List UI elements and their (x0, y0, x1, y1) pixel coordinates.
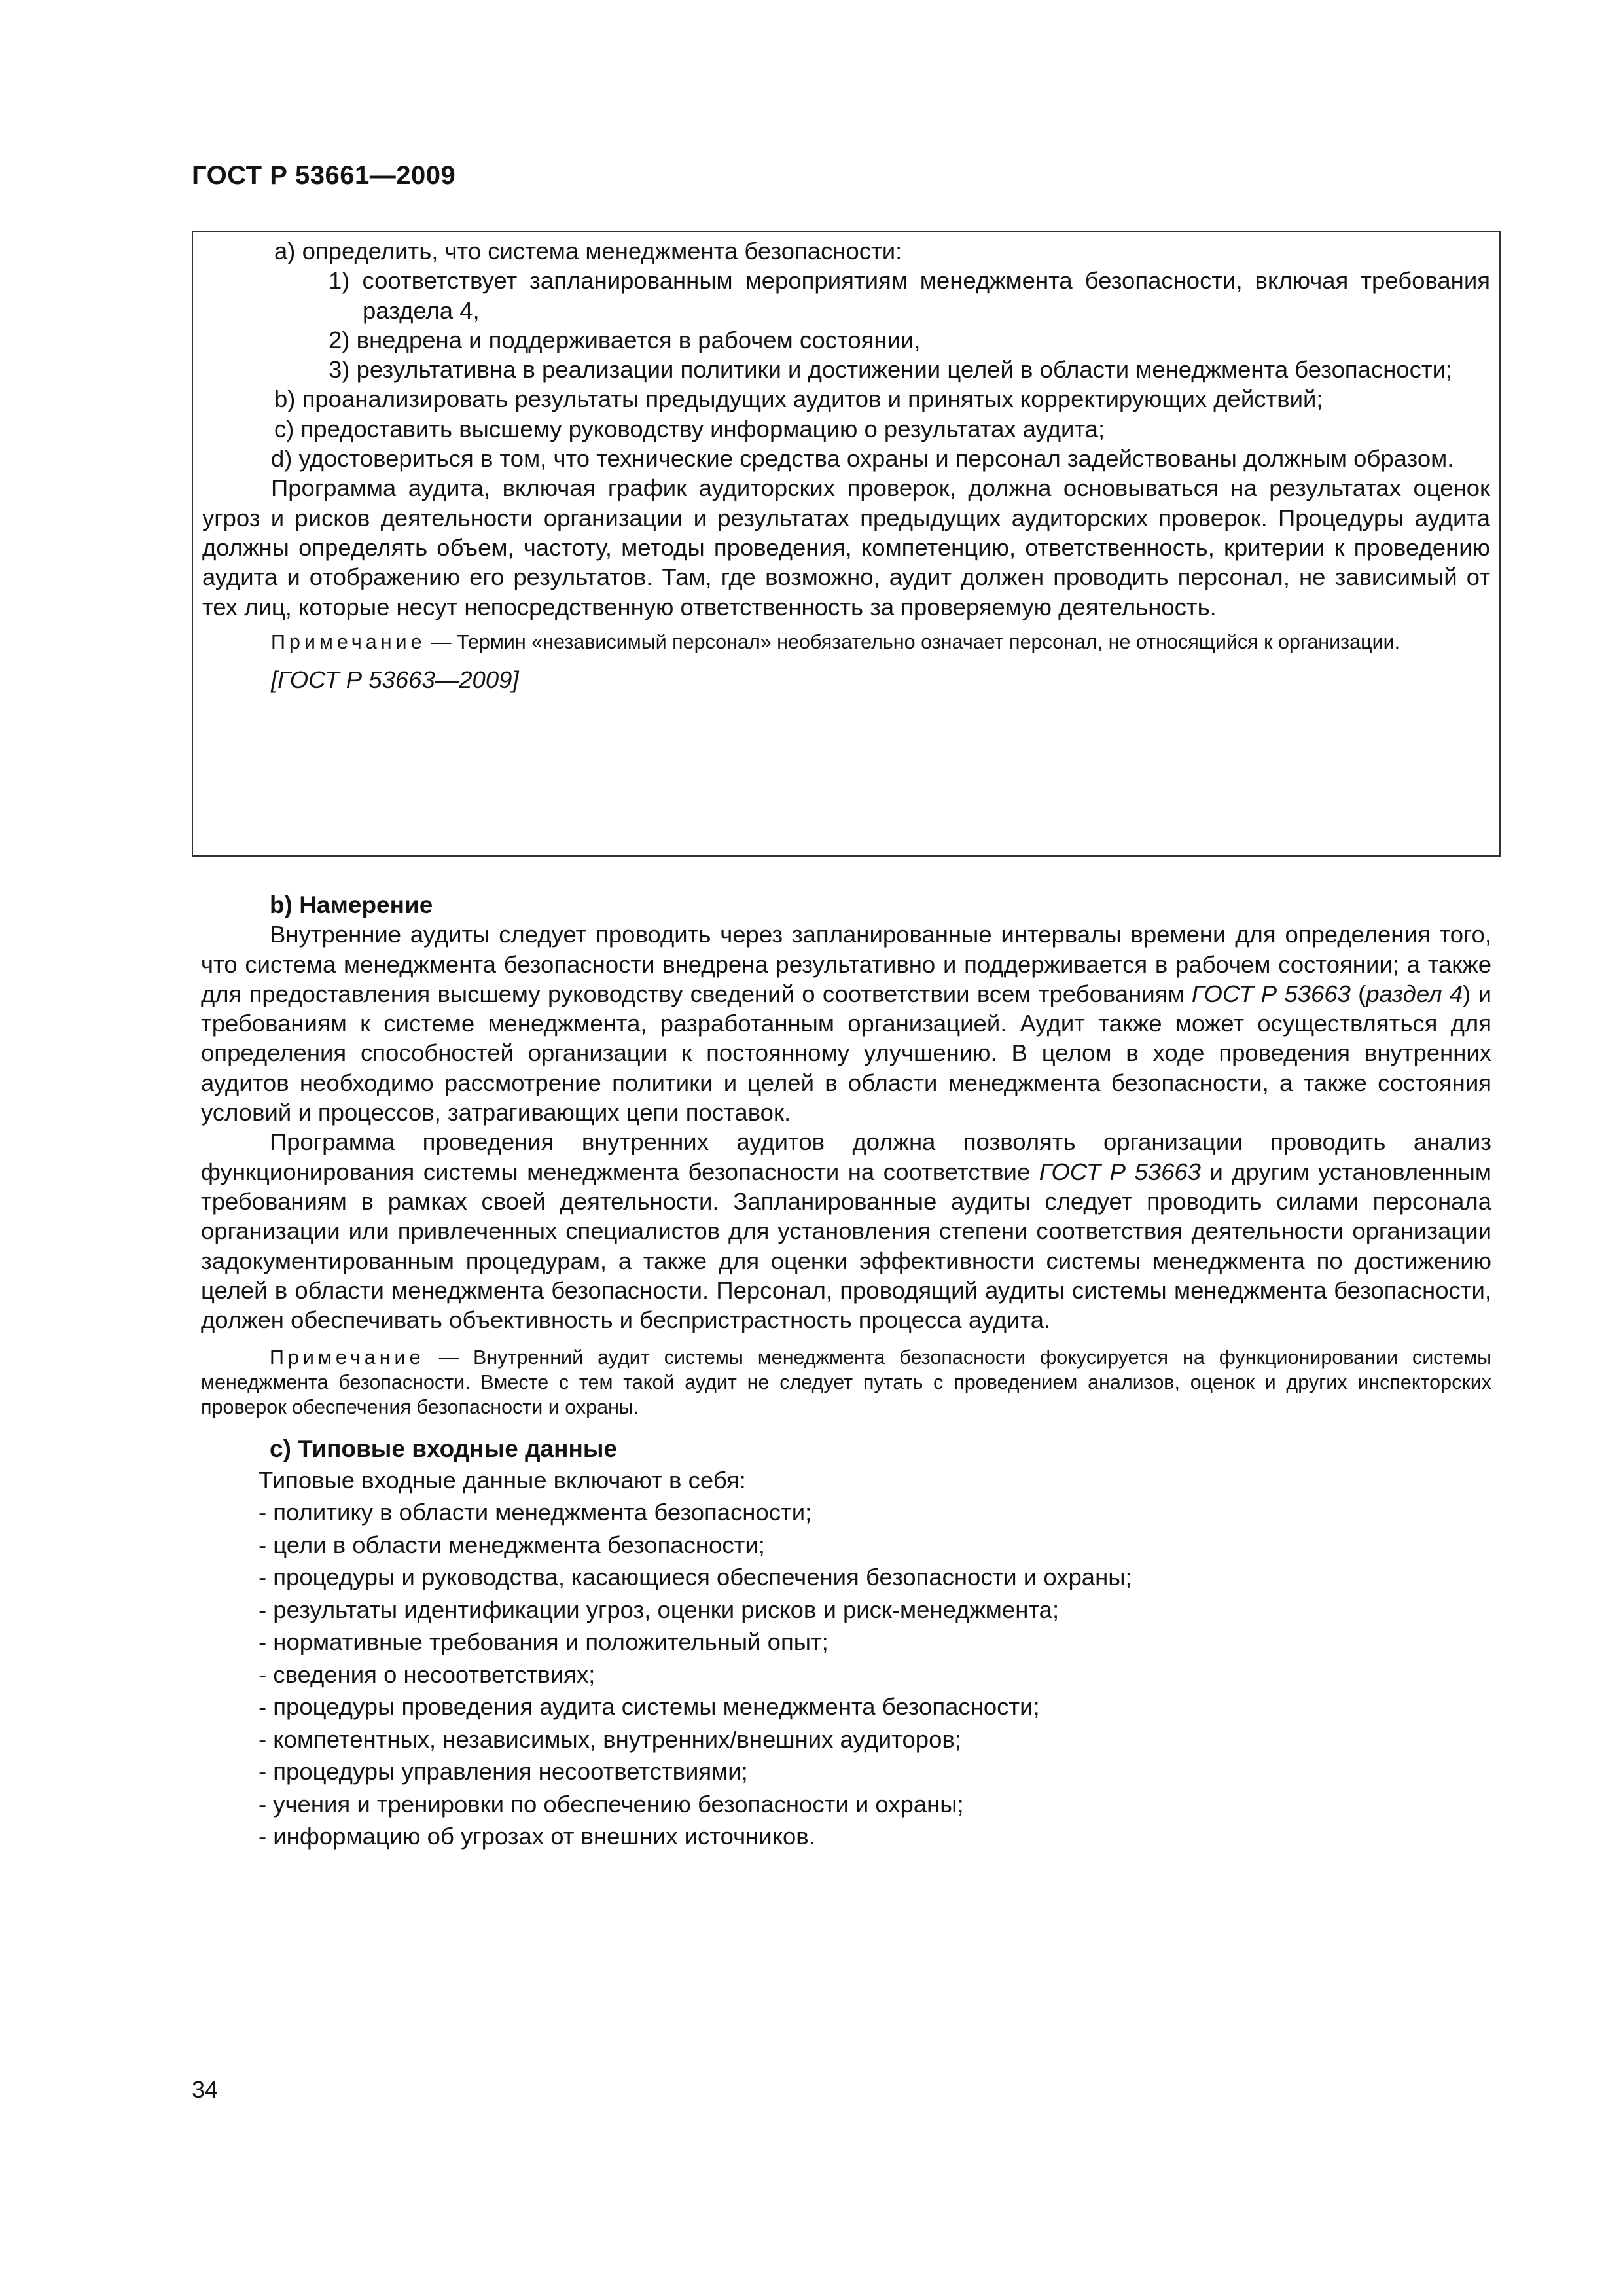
list-item: - информацию об угрозах от внешних источников. (259, 1823, 815, 1850)
section-b-paragraph-2 (201, 1127, 1491, 1335)
section-c-intro: Типовые входные данные включают в себя: (259, 1466, 746, 1494)
list-item: - учения и тренировки по обеспечению безопасности и охраны; (259, 1790, 964, 1818)
list-item: - политику в области менеджмента безопасности; (259, 1499, 812, 1526)
document-code-header: ГОСТ Р 53661—2009 (192, 161, 456, 190)
section-b-p2-text: и другим установленным требованиям в рамках своей деятельности. Запланированные аудиты следует проводить силами персонала организации или привлеченных специалистов для установления степени соответствия деятельности организации задокументированным процедурам, а также для оценки эффективности системы менеджмента по достижению целей в области менеджмента безопасности. Персонал, проводящий аудиты системы менеджмента безопасности, должен обеспечивать объективность и беспристрастность процесса аудита. (201, 1158, 1491, 1334)
section-b-note-text: — Внутренний аудит системы менеджмента безопасности фокусируется на функционировании системы менеджмента безопасности. Вместе с тем такой аудит не следует путать с проведением анализов, оценок и других инспекторских проверок обеспечения безопасности и охраны. (201, 1346, 1491, 1419)
box-item-a1: 1) соответствует запланированным мероприятиям менеджмента безопасности, включая требования раздела 4, (329, 267, 1490, 324)
section-b-heading: b) Намерение (270, 891, 433, 918)
box-item-c: c) предоставить высшему руководству информацию о результатах аудита; (274, 415, 1105, 442)
box-note-label: Примечание (271, 630, 426, 653)
list-item: - результаты идентификации угроз, оценки рисков и риск-менеджмента; (259, 1596, 1060, 1623)
list-item: - компетентных, независимых, внутренних/внешних аудиторов; (259, 1725, 961, 1753)
list-item: - процедуры проведения аудита системы менеджмента безопасности; (259, 1693, 1040, 1721)
box-note (202, 630, 1490, 655)
box-item-b: b) проанализировать результаты предыдущих аудитов и принятых корректирующих действий; (274, 386, 1323, 413)
quoted-requirements-box (192, 231, 1501, 857)
list-item: - сведения о несоответствиях; (259, 1660, 596, 1688)
list-item: - процедуры и руководства, касающиеся обеспечения безопасности и охраны; (259, 1564, 1132, 1591)
section-c-heading: c) Типовые входные данные (270, 1435, 618, 1463)
section-b-note (201, 1345, 1491, 1420)
list-item: - нормативные требования и положительный опыт; (259, 1628, 829, 1656)
box-item-a2: 2) внедрена и поддерживается в рабочем состоянии, (329, 326, 921, 353)
standard-reference: ГОСТ Р 53663 (1039, 1158, 1201, 1185)
page-number: 34 (192, 2076, 219, 2103)
section-b-paragraph-1 (201, 920, 1491, 1127)
standard-reference: ГОСТ Р 53663 (1191, 980, 1351, 1007)
section-b-note-label: Примечание (270, 1346, 425, 1369)
box-note-text: — Термин «независимый персонал» необязательно означает персонал, не относящийся к организации. (425, 630, 1400, 653)
list-item: - процедуры управления несоответствиями; (259, 1758, 748, 1785)
box-reference: [ГОСТ Р 53663—2009] (271, 666, 519, 693)
section-b-p1-text: Внутренние аудиты следует проводить через запланированные интервалы времени для определения того, что система менеджмента безопасности внедрена результативно и поддерживается в рабочем состоянии; а также для предоставления высшему руководству сведений о соответствии всем требованиям (201, 921, 1491, 1007)
section-reference: раздел 4 (1366, 980, 1463, 1007)
box-audit-program-paragraph: Программа аудита, включая график аудиторских проверок, должна основываться на результатах оценок угроз и рисков деятельности организации и результатах предыдущих аудиторских проверок. Процедуры аудита должны определять объем, частоту, методы проведения, компетенцию, ответственность, критерии к проведению аудита и отображению его результатов. Там, где возможно, аудит должен проводить персонал, не зависимый от тех лиц, которые несут непосредственную ответственность за проверяемую деятельность. (202, 475, 1490, 620)
main-content (201, 890, 1491, 1853)
list-item: - цели в области менеджмента безопасности; (259, 1531, 765, 1558)
box-item-a: a) определить, что система менеджмента безопасности: (274, 238, 902, 264)
section-b-p1-text: ) и требованиям к системе менеджмента, разработанным организацией. Аудит также может осуществляться для определения способностей организации к постоянному улучшению. В целом в ходе проведения внутренних аудитов необходимо рассмотрение политики и целей в области менеджмента безопасности, а также состояния условий и процессов, затрагивающих цепи поставок. (201, 980, 1491, 1126)
box-item-a3: 3) результативна в реализации политики и достижении целей в области менеджмента безопасности; (329, 356, 1453, 384)
box-item-d: d) удостовериться в том, что технические средства охраны и персонал задействованы должным образом. (271, 445, 1454, 473)
section-b-p2-text: Программа проведения внутренних аудитов должна позволять организации проводить анализ функционирования системы менеджмента безопасности на соответствие (201, 1128, 1491, 1185)
section-b-p1-text: ( (1350, 980, 1366, 1007)
